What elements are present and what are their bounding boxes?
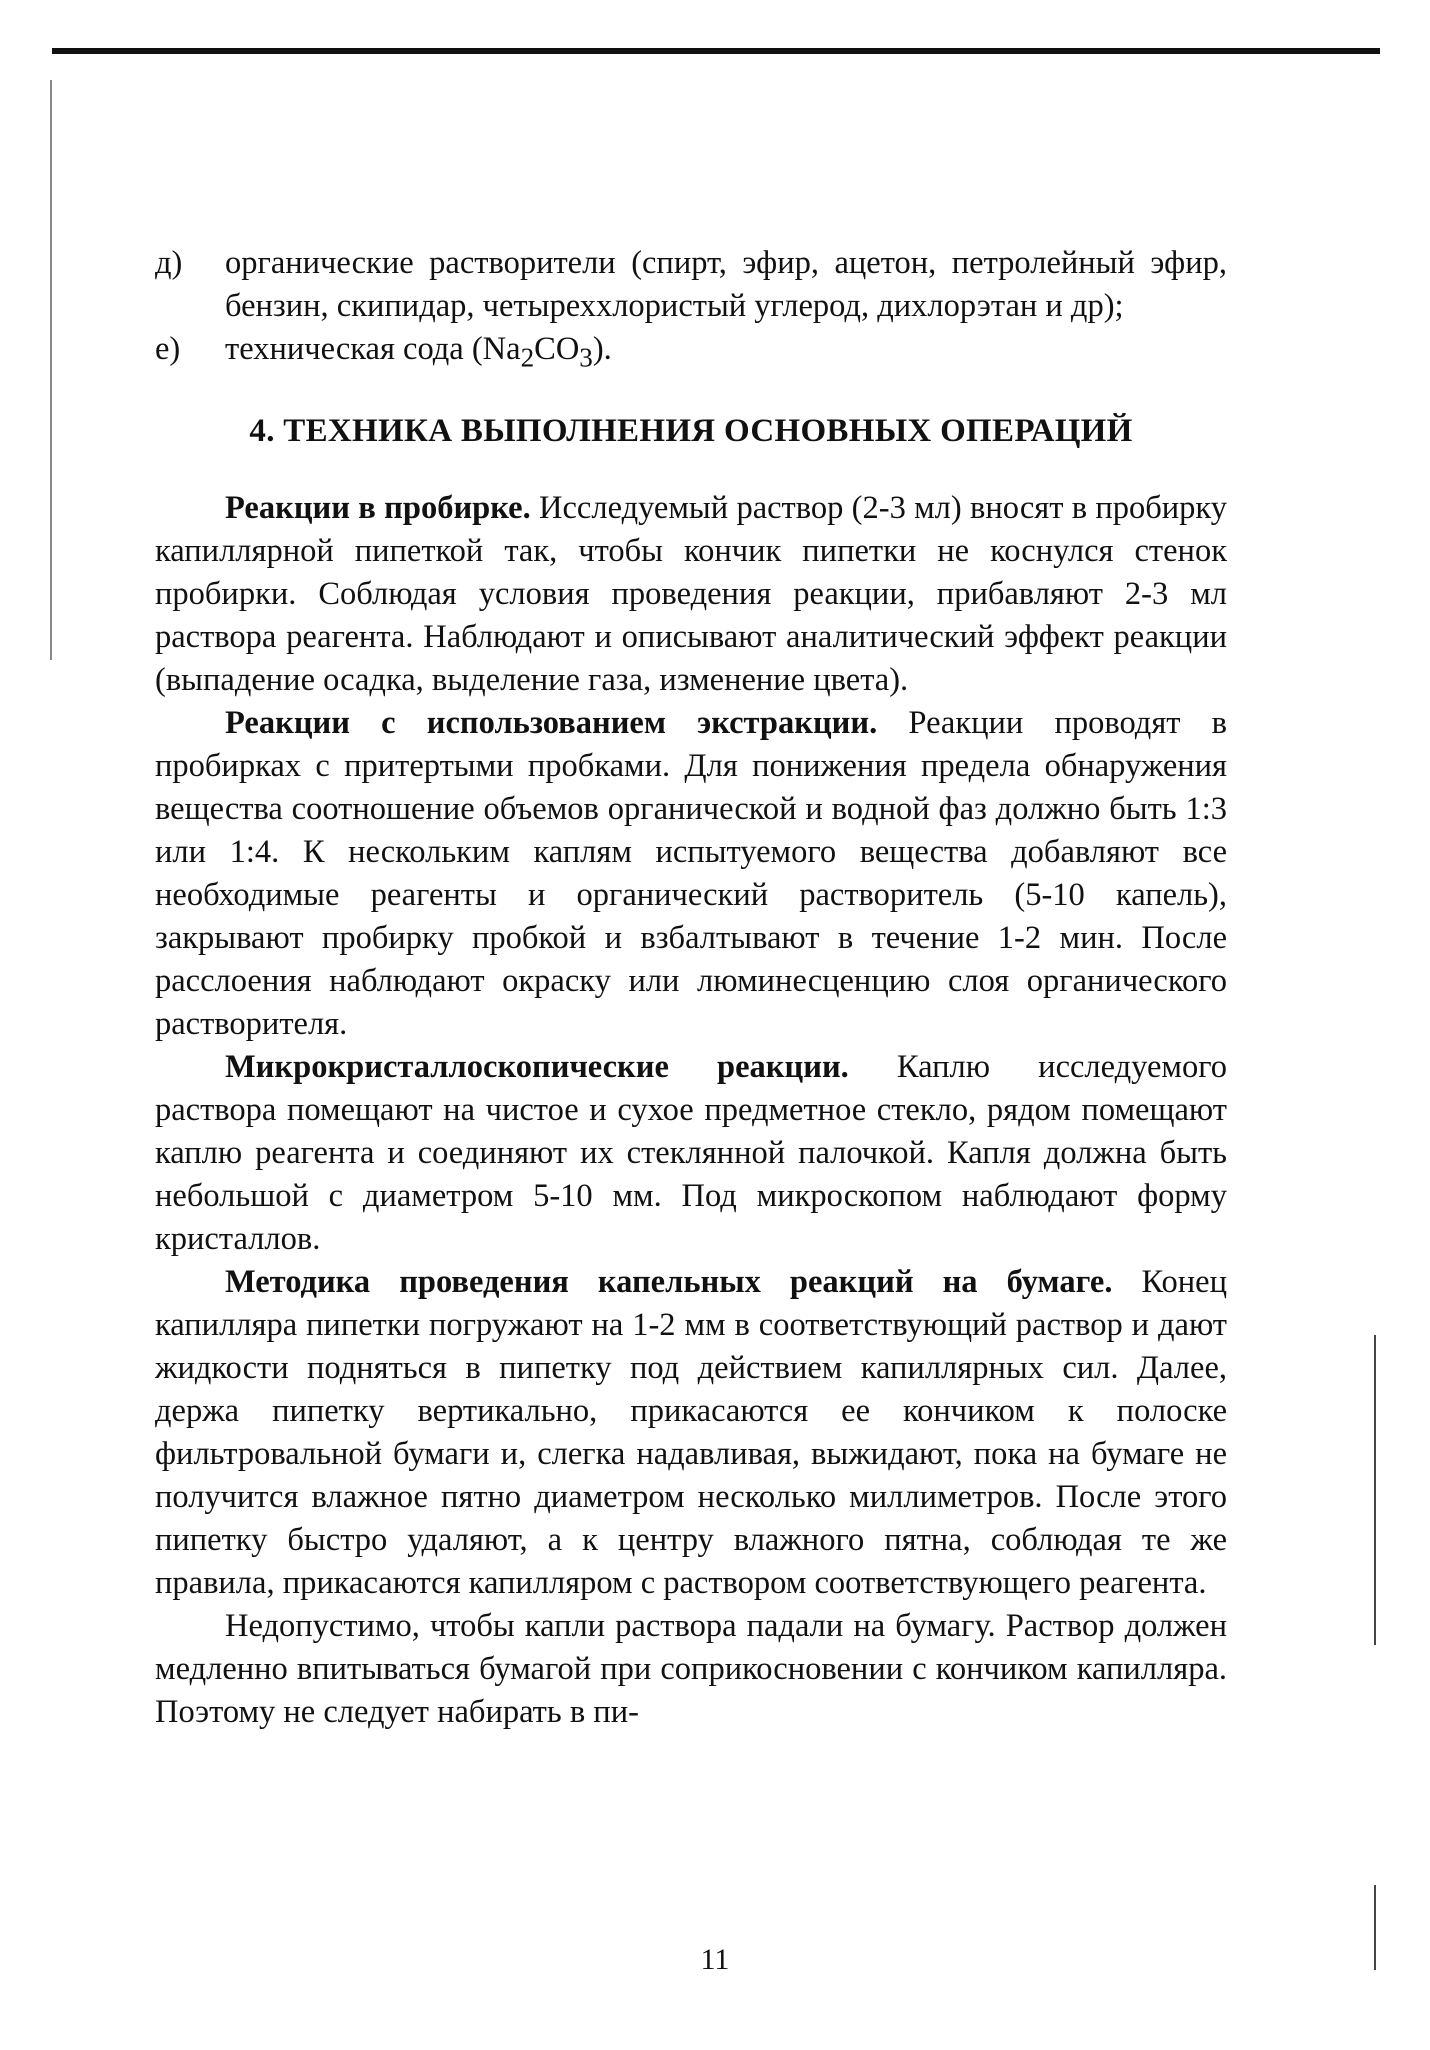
formula-text-after: ). (592, 331, 612, 367)
paragraph-title: Реакции с использованием экстракции. (225, 704, 878, 741)
formula-subscript: 3 (579, 342, 593, 373)
section-heading: 4. ТЕХНИКА ВЫПОЛНЕНИЯ ОСНОВНЫХ ОПЕРАЦИЙ (249, 412, 1133, 449)
list-marker: е) (155, 331, 181, 367)
formula-subscript: 2 (520, 342, 535, 373)
paragraph-body: Каплю исследуемого раствора помещают на чистое и сухое предметное стекло, рядом помещают каплю реагента и соединяют их стеклянной палочкой. Капля должна быть небольшой с диаметром 5-10 мм. Под микроскопом наблюдают форму кристаллов. (155, 1048, 1227, 1257)
paragraph-body: Исследуемый раствор (2-3 мл) вносят в пробирку капиллярной пипеткой так, чтобы кончик пипетки не коснулся стенок пробирки. Соблюдая условия проведения реакции, прибавляют 2-3 мл раствора реагента. Наблюдают и описывают аналитический эффект реакции (выпадение осадка, выделение газа, изменение цвета). (155, 489, 1227, 698)
paragraph-microcrystalloscopic (155, 1046, 1227, 1261)
page-number: 11 (700, 1943, 730, 1976)
paragraph-title: Реакции в пробирке. (225, 489, 531, 526)
list-item-d (155, 242, 1227, 328)
paragraph-body: Конец капилляра пипетки погружают на 1-2 мм в соответствующий раствор и дают жидкости подняться в пипетку под действием капиллярных сил. Далее, держа пипетку вертикально, прикасаются ее кончиком к полоске фильтровальной бумаги и, слегка надавливая, выжидают, пока на бумаге не получится влажное пятно диаметром несколько миллиметров. После этого пипетку быстро удаляют, а к центру влажного пятна, соблюдая те же правила, прикасаются капилляром с раствором соответствующего реагента. (155, 1263, 1227, 1601)
list-marker: д) (155, 245, 183, 281)
paragraph-drop-reactions (155, 1261, 1227, 1605)
paragraph-warning (155, 1605, 1227, 1734)
paragraph-body: Реакции проводят в пробирках с притертыми пробками. Для понижения предела обнаружения вещества соотношение объемов органической и водной фаз должно быть 1:3 или 1:4. К нескольким каплям испытуемого вещества добавляют все необходимые реагенты и органический растворитель (5-10 капель), закрывают пробирку пробкой и взбалтывают в течение 1-2 мин. После расслоения наблюдают окраску или люминесценцию слоя органического растворителя. (155, 704, 1227, 1042)
paragraph-extraction (155, 702, 1227, 1046)
formula-text-mid: CO (534, 331, 580, 367)
paragraph-body: Недопустимо, чтобы капли раствора падали на бумагу. Раствор должен медленно впитываться бумагой при соприкосновении с кончиком капилляра. Поэтому не следует набирать в пи- (155, 1607, 1227, 1730)
top-rule (52, 48, 1380, 54)
list-text (225, 328, 1227, 380)
paragraph-title: Методика проведения капельных реакций на бумаге. (225, 1263, 1113, 1300)
right-margin-line (1374, 1335, 1376, 1645)
paragraph-test-tube (155, 487, 1227, 702)
paragraph-title: Микрокристаллоскопические реакции. (225, 1048, 849, 1085)
list-item-e (155, 328, 1227, 380)
page-body (155, 242, 1227, 1734)
formula-text-before: техническая сода (Na (225, 331, 521, 367)
list-text: органические растворители (спирт, эфир, ацетон, петролейный эфир, бензин, скипидар, четыреххлористый углерод, дихлорэтан и др); (225, 245, 1227, 324)
left-margin-line (50, 80, 52, 660)
